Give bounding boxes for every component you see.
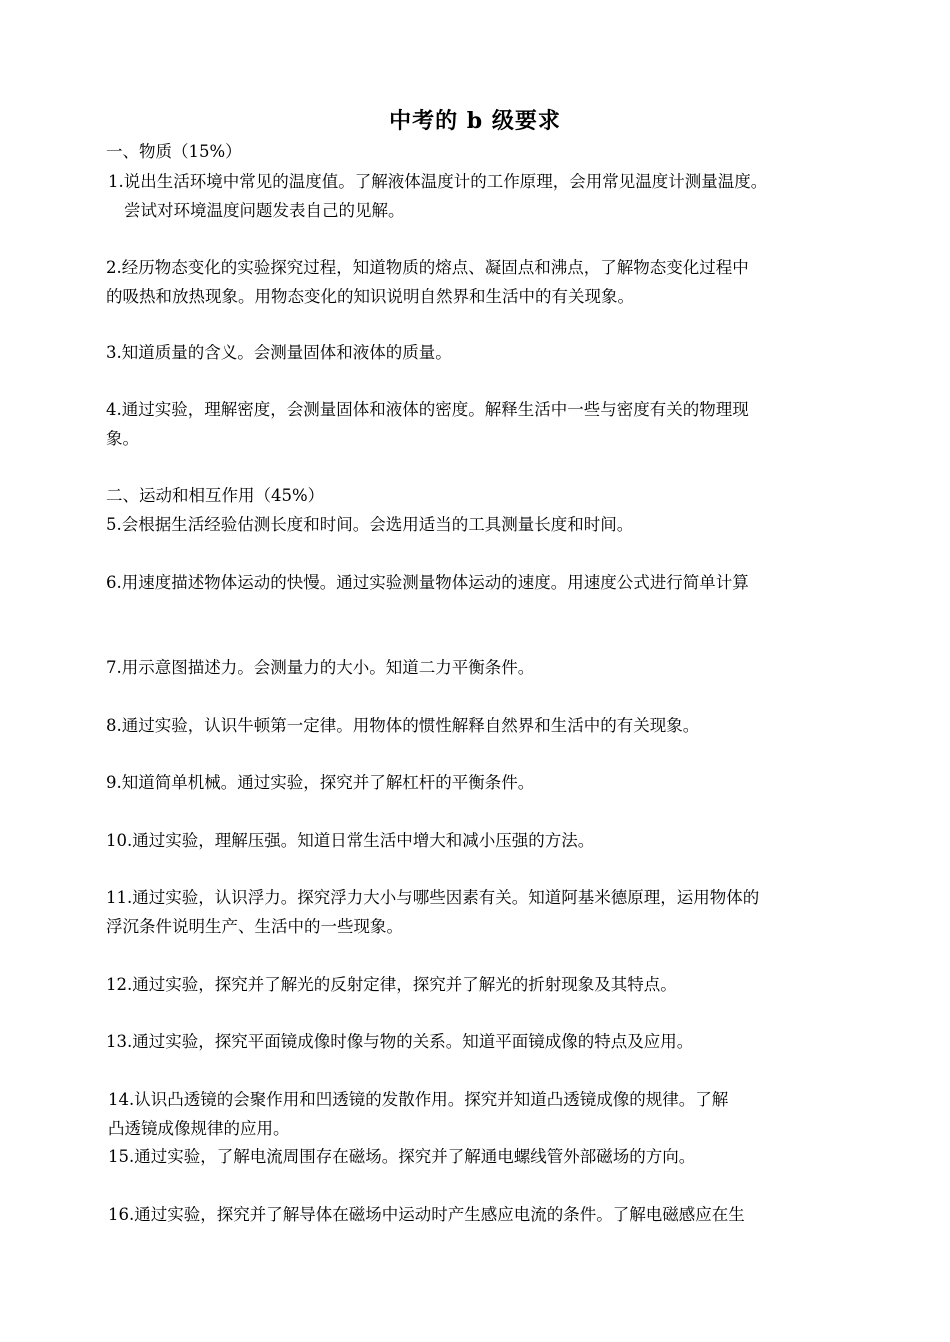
list-item-line: 6.用速度描述物体运动的快慢。通过实验测量物体运动的速度。用速度公式进行简单计算 (106, 573, 749, 592)
list-item-line: 12.通过实验，探究并了解光的反射定律，探究并了解光的折射现象及其特点。 (106, 975, 677, 994)
list-item-line: 象。 (106, 429, 139, 448)
list-item-line: 9.知道简单机械。通过实验，探究并了解杠杆的平衡条件。 (106, 773, 535, 792)
list-item-line: 浮沉条件说明生产、生活中的一些现象。 (106, 917, 403, 936)
list-item-line: 8.通过实验，认识牛顿第一定律。用物体的惯性解释自然界和生活中的有关现象。 (106, 716, 700, 735)
list-item-line: 15.通过实验，了解电流周围存在磁场。探究并了解通电螺线管外部磁场的方向。 (108, 1147, 696, 1166)
list-item-line: 11.通过实验，认识浮力。探究浮力大小与哪些因素有关。知道阿基米德原理，运用物体的 (106, 888, 760, 907)
section-heading: 二、运动和相互作用（45%） (106, 486, 325, 505)
page-title: 中考的 b 级要求 (389, 108, 561, 134)
list-item-line: 1.说出生活环境中常见的温度值。了解液体温度计的工作原理，会用常见温度计测量温度。 (108, 172, 768, 191)
list-item-line: 7.用示意图描述力。会测量力的大小。知道二力平衡条件。 (106, 658, 535, 677)
list-item-line: 13.通过实验，探究平面镜成像时像与物的关系。知道平面镜成像的特点及应用。 (106, 1032, 694, 1051)
section-heading: 一、物质（15%） (106, 142, 242, 161)
list-item-line: 16.通过实验，探究并了解导体在磁场中运动时产生感应电流的条件。了解电磁感应在生 (108, 1205, 745, 1224)
list-item-line: 2.经历物态变化的实验探究过程，知道物质的熔点、凝固点和沸点，了解物态变化过程中 (106, 258, 749, 277)
list-item-line: 凸透镜成像规律的应用。 (108, 1119, 290, 1138)
list-item-line: 10.通过实验，理解压强。知道日常生活中增大和减小压强的方法。 (106, 831, 595, 850)
list-item-line: 尝试对环境温度问题发表自己的见解。 (124, 201, 405, 220)
list-item-line: 4.通过实验，理解密度，会测量固体和液体的密度。解释生活中一些与密度有关的物理现 (106, 400, 749, 419)
list-item-line: 的吸热和放热现象。用物态变化的知识说明自然界和生活中的有关现象。 (106, 287, 634, 306)
list-item-line: 3.知道质量的含义。会测量固体和液体的质量。 (106, 343, 452, 362)
list-item-line: 5.会根据生活经验估测长度和时间。会选用适当的工具测量长度和时间。 (106, 515, 634, 534)
list-item-line: 14.认识凸透镜的会聚作用和凹透镜的发散作用。探究并知道凸透镜成像的规律。了解 (108, 1090, 729, 1109)
